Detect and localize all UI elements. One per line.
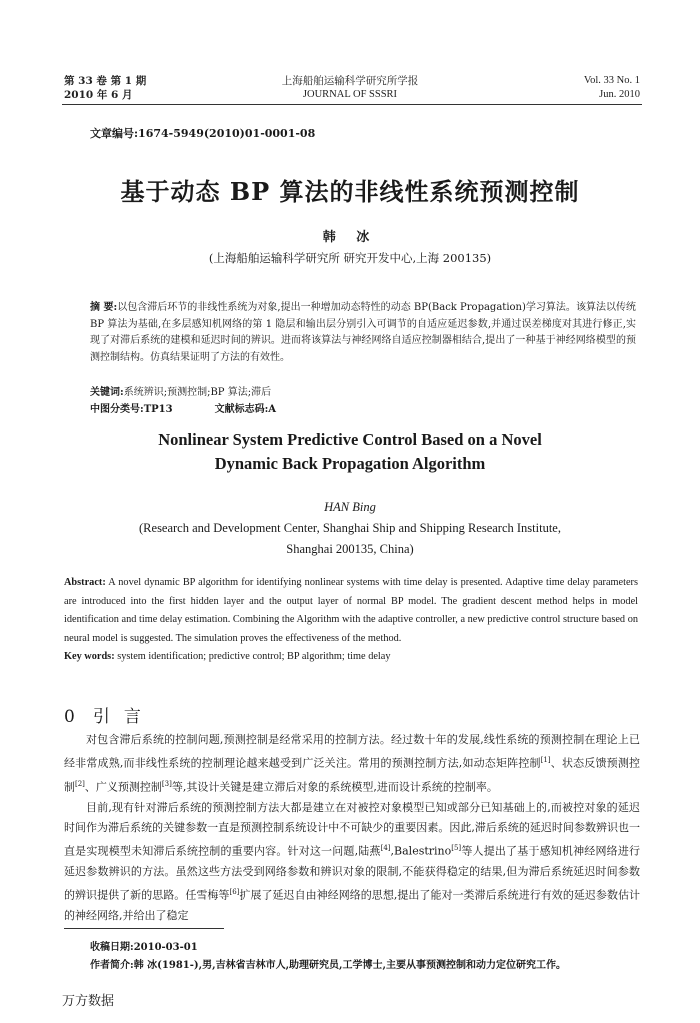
affiliation-en-line1: (Research and Development Center, Shanghai Ship and Shipping Research Institute, bbox=[139, 521, 561, 535]
body-text bbox=[64, 730, 640, 926]
publication-date: 2010 年 6 月 bbox=[64, 89, 133, 101]
footnote-author-bio: 作者简介:韩 冰(1981-),男,吉林省吉林市人,助理研究员,工学博士,主要从事预测控制和动力定位研究工作。 bbox=[90, 960, 567, 971]
abstract-en bbox=[64, 574, 638, 648]
volume-issue-en: Vol. 33 No. 1 bbox=[583, 75, 640, 86]
citation: [6] bbox=[229, 888, 240, 897]
abstract-en-text: A novel dynamic BP algorithm for identifying nonlinear systems with time delay is presented. Adaptive time delay parameters are introduced into the first hidden layer and the output layer of normal BP model. The gradient descent method helps in model identification and time delay estimation. Combining the Algorithm with the adaptive controller, a new predictive control structure based on neural model is suggested. The simulation proves the effectiveness of the method. bbox=[64, 577, 638, 644]
title-en-line2: Dynamic Back Propagation Algorithm bbox=[214, 454, 486, 473]
affiliation-cn: (上海船舶运输科学研究所 研究开发中心,上海 200135) bbox=[208, 251, 492, 265]
footnote-received: 收稿日期:2010-03-01 bbox=[90, 942, 198, 953]
citation: [4] bbox=[380, 844, 391, 853]
citation: [2] bbox=[75, 780, 85, 789]
keywords-en-label: Key words: bbox=[64, 651, 115, 662]
watermark: 万方数据 bbox=[62, 994, 115, 1009]
abstract-cn-text: 以包含滞后环节的非线性系统为对象,提出一种增加动态特性的动态 BP(Back Propagation)学习算法。该算法以传统 BP 算法为基础,在多层感知机网络的第 1 隐层和输出层分别引入可调节的自适应延迟参数,并通过误差梯度对其进行修正,实现了对滞后系统的建模和延迟时间的辨识。进而将该算法与神经网络自适应控制器相结合,提出了一种基于神经网络模型的预测控制结构。仿真结果证明了方法的有效性。 bbox=[90, 302, 636, 363]
author-en: HAN Bing bbox=[324, 500, 376, 514]
classification bbox=[90, 400, 318, 415]
journal-name-en: JOURNAL OF SSSRI bbox=[302, 89, 398, 100]
abstract-cn bbox=[90, 300, 636, 366]
affiliation-en bbox=[0, 518, 700, 560]
citation: [5] bbox=[451, 844, 462, 853]
keywords-cn-label: 关键词: bbox=[90, 387, 124, 398]
volume-issue: 第 33 卷 第 1 期 bbox=[64, 75, 147, 87]
citation: [3] bbox=[161, 780, 172, 789]
section-number: 0 bbox=[64, 707, 75, 727]
clc-number: 中图分类号:TP13 bbox=[90, 404, 173, 415]
abstract-en-label: Abstract: bbox=[64, 577, 106, 588]
keywords-en-text: system identification; predictive control; BP algorithm; time delay bbox=[117, 651, 391, 662]
title-cn: 基于动态 BP 算法的非线性系统预测控制 bbox=[120, 177, 580, 206]
section-title: 引言 bbox=[92, 707, 155, 727]
publication-date-en: Jun. 2010 bbox=[599, 89, 640, 100]
section-heading bbox=[64, 702, 155, 727]
keywords-cn bbox=[90, 383, 271, 398]
paragraph-2: 目前,现有针对滞后系统的预测控制方法大都是建立在对被控对象模型已知或部分已知基础上的,而被控对象的延迟时间作为滞后系统的关键参数一直是预测控制系统设计中不可缺少的重要因素。因此,滞后系统的延迟时间参数辨识也一直是实现模型未知滞后系统控制的重要内容。针对这一问题,陆燕[4],Balestrino[5]等人提出了基于感知机神经网络进行延迟参数辨识的方法。虽然这些方法受到网络参数和辨识对象的限制,不能获得稳定的结果,但为滞后系统延迟时间参数的辨识提供了新的思路。任雪梅等[6]扩展了延迟自由神经网络的思想,提出了能对一类滞后系统进行有效的延迟参数估计的神经网络,并给出了稳定 bbox=[64, 800, 641, 923]
abstract-cn-label: 摘 要: bbox=[90, 302, 118, 313]
footnote-rule bbox=[64, 928, 224, 929]
affiliation-en-line2: Shanghai 200135, China) bbox=[286, 542, 414, 556]
citation: [1] bbox=[540, 756, 551, 765]
header-rule bbox=[62, 104, 642, 105]
title-en-line1: Nonlinear System Predictive Control Based on a Novel bbox=[158, 430, 542, 449]
document-code: 文献标志码:A bbox=[214, 404, 277, 415]
article-number: 文章编号:1674-5949(2010)01-0001-08 bbox=[90, 127, 316, 140]
paragraph-1: 对包含滞后系统的控制问题,预测控制是经常采用的控制方法。经过数十年的发展,线性系统的预测控制在理论上已经非常成熟,而非线性系统的控制理论越来越受到广泛关注。常用的预测控制方法,如动态矩阵控制[1]、状态反馈预测控制[2]、广义预测控制[3]等,其设计关键是建立滞后对象的系统模型,进而设计系统的控制率。 bbox=[64, 733, 640, 794]
author-cn: 韩 冰 bbox=[322, 230, 378, 245]
keywords-en bbox=[64, 651, 391, 662]
title-en bbox=[0, 428, 700, 476]
keywords-cn-text: 系统辨识;预测控制;BP 算法;滞后 bbox=[123, 387, 272, 398]
journal-volume-en bbox=[584, 74, 640, 102]
journal-name-cn: 上海船舶运输科学研究所学报 bbox=[281, 75, 419, 87]
